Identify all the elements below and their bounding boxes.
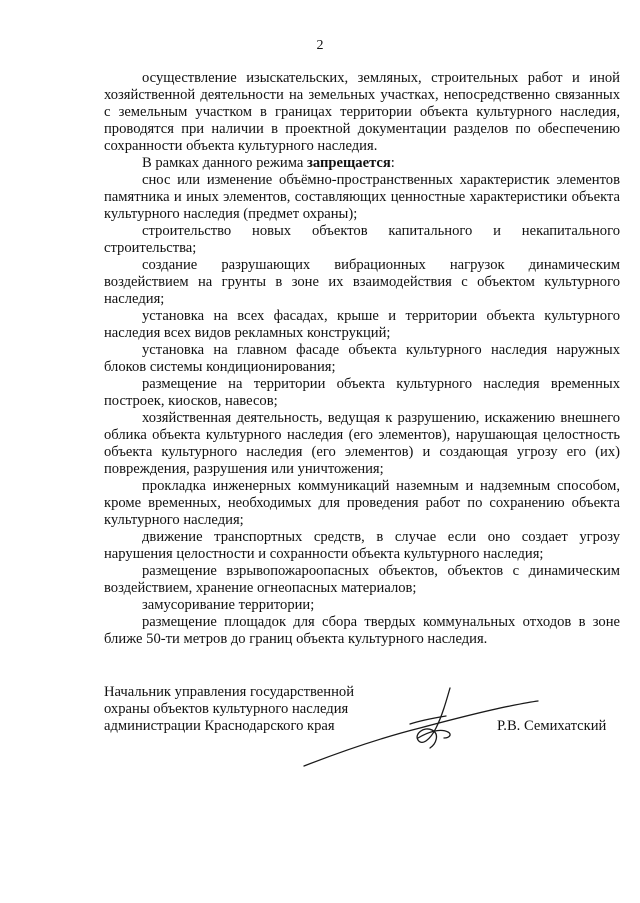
list-item-vibration-loads: создание разрушающих вибрационных нагрузок динамическим воздействием на грунты в зоне их взаимодействия с объектом культурного наследия; — [104, 257, 620, 307]
list-item-waste-sites: размещение площадок для сбора твердых коммунальных отходов в зоне ближе 50-ти метров до границ объекта культурного наследия. — [104, 614, 620, 647]
list-item-new-construction: строительство новых объектов капитального и некапитального строительства; — [104, 223, 620, 256]
position-line-3: администрации Краснодарского края — [104, 718, 335, 734]
list-item-economic-activity: хозяйственная деятельность, ведущая к разрушению, искажению внешнего облика объекта культурного наследия (его элементов), нарушающая целостность объекта культурного наследия (его элементов) и создающая угрозу его (их) повреждения, разрушения или уничтожения; — [104, 410, 620, 477]
list-item-utilities: прокладка инженерных коммуникаций наземным и надземным способом, кроме временных, необходимых для проведения работ по сохранению объекта культурного наследия; — [104, 478, 620, 528]
position-line-2: охраны объектов культурного наследия — [104, 701, 349, 717]
list-item-temporary-buildings: размещение на территории объекта культурного наследия временных построек, киосков, навесов; — [104, 376, 620, 409]
position-line-1: Начальник управления государственной — [104, 684, 355, 700]
paragraph-work-conditions: осуществление изыскательских, земляных, строительных работ и иной хозяйственной деятельности на земельных участках, непосредственно связанных с земельным участком в границах территории объекта культурного наследия, проводятся при наличии в проектной документации разделов по обеспечению сохранности объекта культурного наследия. — [104, 70, 620, 154]
list-item-vehicle-traffic: движение транспортных средств, в случае если оно создает угрозу нарушения целостности и сохранности объекта культурного наследия; — [104, 529, 620, 562]
list-item-littering: замусоривание территории; — [142, 597, 315, 613]
page-number: 2 — [316, 38, 324, 53]
list-item-demolition: снос или изменение объёмно-пространственных характеристик элементов памятника и иных элементов, составляющих ценностные характеристики объекта культурного наследия (предмет охраны); — [104, 172, 620, 222]
paragraph-prohibited-intro — [104, 155, 620, 172]
prohibited-intro-tail: : — [390, 155, 395, 171]
document-body — [104, 70, 620, 648]
list-item-hazardous-objects: размещение взрывопожароопасных объектов, объектов с динамическим воздействием, хранение огнеопасных материалов; — [104, 563, 620, 596]
prohibited-keyword: запрещается — [307, 155, 391, 171]
list-item-advertising: установка на всех фасадах, крыше и территории объекта культурного наследия всех видов рекламных конструкций; — [104, 308, 620, 341]
prohibited-intro-lead: В рамках данного режима — [142, 155, 307, 171]
signatory-name: Р.В. Семихатский — [497, 718, 607, 734]
list-item-air-conditioning: установка на главном фасаде объекта культурного наследия наружных блоков системы кондиционирования; — [104, 342, 620, 375]
